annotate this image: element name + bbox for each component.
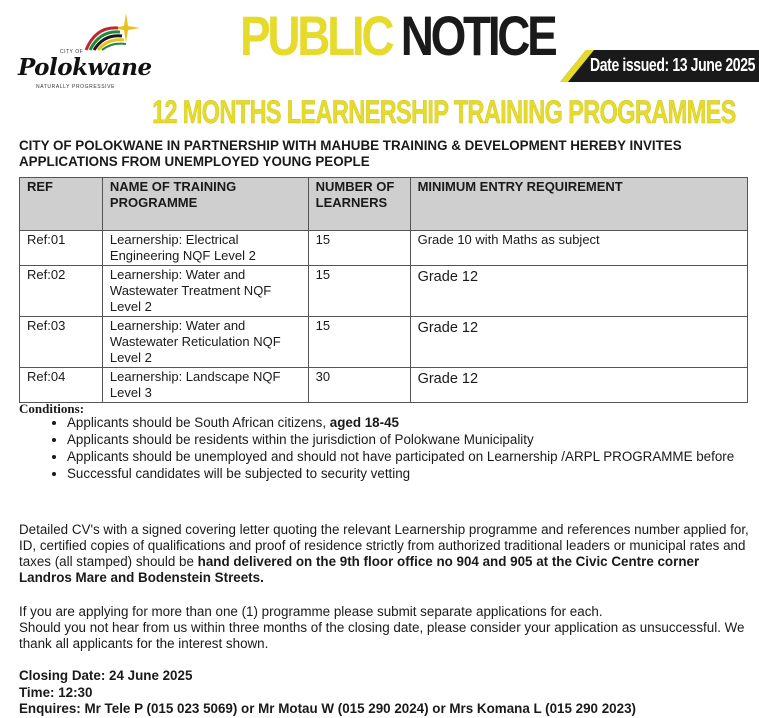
table-row [20, 368, 748, 403]
table-row [20, 266, 748, 317]
cell-ref: Ref:01 [20, 231, 103, 266]
cell-learners: 15 [308, 317, 410, 368]
conditions-list [44, 415, 757, 483]
logo-city-of: CITY OF [60, 49, 84, 55]
closing-details [19, 668, 636, 718]
cell-learners: 15 [308, 266, 410, 317]
cell-requirement: Grade 12 [410, 266, 747, 317]
col-header-requirement: MINIMUM ENTRY REQUIREMENT [410, 178, 747, 231]
cell-requirement: Grade 10 with Maths as subject [410, 231, 747, 266]
additional-notes [19, 604, 754, 652]
cell-requirement: Grade 12 [410, 368, 747, 403]
list-item [67, 415, 757, 431]
cell-requirement: Grade 12 [410, 317, 747, 368]
notice-word-notice: NOTICE [400, 4, 555, 67]
cell-learners: 15 [308, 231, 410, 266]
page-title: 12 MONTHS LEARNERSHIP TRAINING PROGRAMMES [152, 94, 736, 130]
unsuccessful-note: Should you not hear from us within three months of the closing date, please consider your application as unsuccessful. We thank all applicants for the interest shown. [19, 620, 745, 651]
table-row [20, 231, 748, 266]
cell-name: Learnership: Water and Wastewater Reticulation NQF Level 2 [102, 317, 308, 368]
programmes-table [19, 177, 748, 403]
closing-time: Time: 12:30 [19, 684, 93, 700]
logo-tagline: NATURALLY PROGRESSIVE [36, 84, 116, 90]
list-item: • Successful candidates will be subjected to security vetting [67, 466, 757, 482]
col-header-name: NAME OF TRAINING PROGRAMME [102, 178, 308, 231]
table-header-row [20, 178, 748, 231]
cell-learners: 30 [308, 368, 410, 403]
cell-name: Learnership: Electrical Engineering NQF Level 2 [102, 231, 308, 266]
delivery-location: hand delivered on the 9th floor office no 904 and 905 at the Civic Centre corner Landros Mare and Bodenstein Streets. [19, 554, 700, 585]
list-item: • Applicants should be unemployed and should not have participated on Learnership /ARPL PROGRAMME before [67, 449, 757, 465]
logo-name: Polokwane [18, 54, 152, 81]
public-notice-heading [240, 4, 555, 68]
conditions-title: Conditions: [19, 401, 85, 416]
table-row [20, 317, 748, 368]
list-item: • Applicants should be residents within the jurisdiction of Polokwane Municipality [67, 432, 757, 448]
condition-age: aged 18-45 [329, 415, 399, 430]
cell-ref: Ref:03 [20, 317, 103, 368]
cell-ref: Ref:04 [20, 368, 103, 403]
closing-date: Closing Date: 24 June 2025 [19, 668, 193, 683]
city-logo [8, 8, 152, 90]
col-header-ref: REF [20, 178, 103, 231]
instructions-text: Detailed CV's with a signed covering letter quoting the relevant Learnership programme and references number applied for, ID, certified copies of qualifications and proof of residence strictly from authorized traditional leaders or municipal rates and taxes (all stamped) should be [19, 522, 749, 569]
date-issued: Date issued: 13 June 2025 [590, 55, 756, 75]
cell-name: Learnership: Landscape NQF Level 3 [102, 368, 308, 403]
cell-ref: Ref:02 [20, 266, 103, 317]
application-instructions [19, 522, 754, 586]
notice-word-public: PUBLIC [240, 4, 392, 67]
intro-text: CITY OF POLOKWANE IN PARTNERSHIP WITH MAHUBE TRAINING & DEVELOPMENT HEREBY INVITES APPLICATIONS FROM UNEMPLOYED YOUNG PEOPLE [19, 138, 682, 169]
enquiries: Enquires: Mr Tele P (015 023 5069) or Mr Motau W (015 290 2024) or Mrs Komana L (015 290 2023) [19, 701, 636, 716]
col-header-learners: NUMBER OF LEARNERS [308, 178, 410, 231]
cell-name: Learnership: Water and Wastewater Treatment NQF Level 2 [102, 266, 308, 317]
multiple-programmes-note: If you are applying for more than one (1) programme please submit separate applications for each. [19, 604, 603, 619]
condition-citizens: Applicants should be South African citizens, [67, 415, 330, 430]
